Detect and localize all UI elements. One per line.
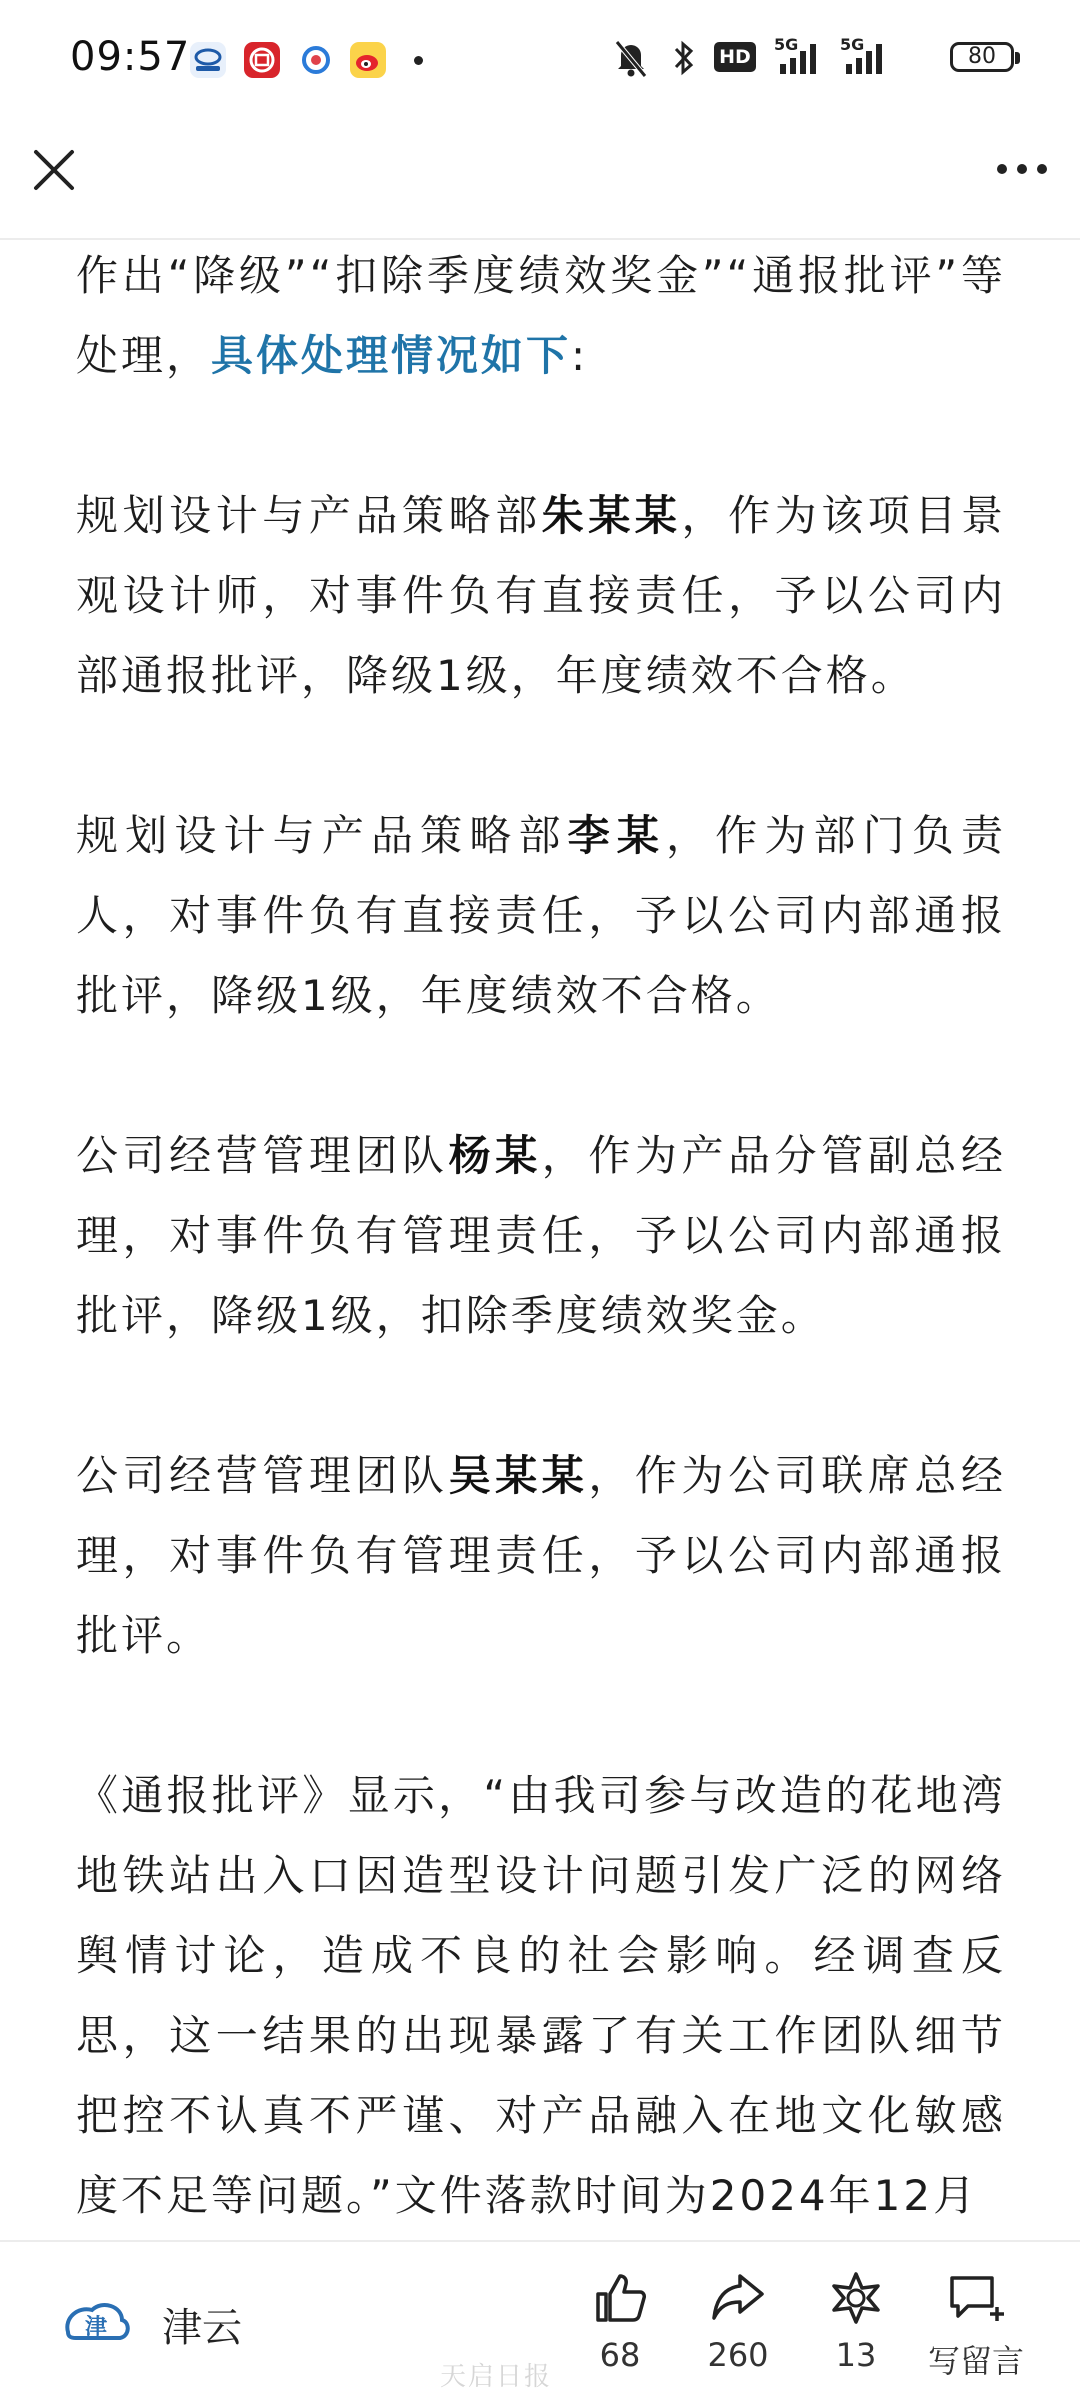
article-paragraph: 规划设计与产品策略部朱某某，作为该项目景观设计师，对事件负有直接责任，予以公司内部通报批评，降级1级，年度绩效不合格。	[76, 491, 1006, 700]
person-name: 李某	[567, 811, 666, 860]
weibo-icon	[350, 42, 386, 78]
bluetooth-icon	[672, 38, 696, 82]
brand-logo-icon	[62, 2298, 132, 2350]
person-name: 杨某	[448, 1131, 542, 1180]
status-right	[614, 35, 1014, 86]
signal-5g-icon	[840, 34, 892, 82]
mute-icon	[614, 38, 648, 82]
more-icon	[992, 154, 1052, 184]
status-bar	[0, 0, 1080, 124]
article-paragraph: 公司经营管理团队杨某，作为产品分管副总经理，对事件负有管理责任，予以公司内部通报批评，降级1级，扣除季度绩效奖金。	[76, 1131, 1006, 1340]
article-paragraph: 作出“降级”“扣除季度绩效奖金”“通报批评”等处理，具体处理情况如下:	[76, 251, 1006, 380]
top-nav	[0, 124, 1080, 240]
close-icon	[30, 146, 78, 194]
signal-5g-icon	[774, 34, 826, 82]
share-icon	[710, 2270, 766, 2326]
like-button[interactable]	[560, 2270, 680, 2374]
battery-indicator: 80	[950, 42, 1014, 72]
like-count: 68	[599, 2336, 641, 2374]
status-time: 09:57	[70, 34, 191, 80]
person-name: 朱某某	[541, 491, 682, 540]
svg-text:5G: 5G	[840, 35, 865, 54]
svg-text:津: 津	[85, 2315, 108, 2340]
bank-icon	[244, 42, 280, 78]
app-icon-1	[190, 42, 226, 78]
brand-logo[interactable]	[62, 2298, 132, 2350]
star-icon	[828, 2270, 884, 2326]
comment-icon	[946, 2270, 1006, 2326]
article-paragraph: 规划设计与产品策略部李某，作为部门负责人，对事件负有直接责任，予以公司内部通报批评，降级1级，年度绩效不合格。	[76, 811, 1006, 1020]
close-button[interactable]	[30, 146, 78, 194]
comment-button[interactable]	[916, 2270, 1036, 2382]
favorite-count: 13	[835, 2336, 877, 2374]
favorite-button[interactable]	[796, 2270, 916, 2374]
person-name: 吴某某	[448, 1451, 589, 1500]
share-count: 260	[707, 2336, 769, 2374]
thumbs-up-icon	[592, 2270, 648, 2326]
app-icon-3	[298, 42, 334, 78]
share-button[interactable]	[678, 2270, 798, 2374]
article-paragraph: 公司经营管理团队吴某某，作为公司联席总经理，对事件负有管理责任，予以公司内部通报批评。	[76, 1451, 1006, 1660]
article-body	[76, 236, 1006, 2236]
highlight-text: 具体处理情况如下	[211, 331, 572, 380]
article-paragraph: 《通报批评》显示，“由我司参与改造的花地湾地铁站出入口因造型设计问题引发广泛的网络舆情讨论，造成不良的社会影响。经调查反思，这一结果的出现暴露了有关工作团队细节把控不认真不严谨、对产品融入在地文化敏感度不足等问题。”文件落款时间为2024年12月	[76, 1771, 1006, 2220]
hd-icon: HD	[714, 42, 756, 72]
more-button[interactable]	[992, 154, 1052, 184]
svg-text:5G: 5G	[774, 35, 799, 54]
brand-name[interactable]: 津云	[162, 2305, 242, 2351]
watermark: 天启日报	[440, 2362, 553, 2392]
more-dot-icon	[414, 56, 423, 65]
comment-label: 写留言	[927, 2342, 1024, 2380]
